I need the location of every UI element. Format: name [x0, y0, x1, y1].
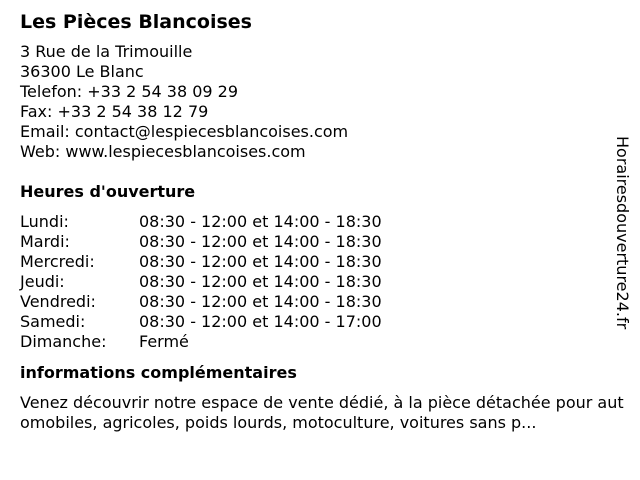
- web-line: Web: www.lespiecesblancoises.com: [20, 142, 306, 161]
- day-label: Vendredi:: [20, 292, 96, 311]
- info-description: Venez découvrir notre espace de vente dédié, à la pièce détachée pour automobiles, agricoles, poids lourds, motoculture, voitures sans p...: [20, 393, 624, 432]
- time-range: 08:30 - 12:00 et 14:00 - 17:00: [139, 312, 382, 331]
- fax-line: Fax: +33 2 54 38 12 79: [20, 102, 209, 121]
- email-line: Email: contact@lespiecesblancoises.com: [20, 122, 349, 141]
- address-city: 36300 Le Blanc: [20, 62, 144, 81]
- hours-table: [20, 212, 382, 352]
- day-label: Dimanche:: [20, 332, 107, 351]
- day-label: Mardi:: [20, 232, 70, 251]
- info-heading: informations complémentaires: [20, 363, 297, 382]
- address-street: 3 Rue de la Trimouille: [20, 42, 193, 61]
- hours-row-tuesday: [20, 232, 382, 252]
- time-range: 08:30 - 12:00 et 14:00 - 18:30: [139, 232, 382, 251]
- time-range: Fermé: [139, 332, 189, 351]
- hours-row-saturday: [20, 312, 382, 332]
- hours-row-sunday: [20, 332, 382, 352]
- time-range: 08:30 - 12:00 et 14:00 - 18:30: [139, 292, 382, 311]
- hours-row-wednesday: [20, 252, 382, 272]
- day-label: Mercredi:: [20, 252, 95, 271]
- day-label: Samedi:: [20, 312, 86, 331]
- time-range: 08:30 - 12:00 et 14:00 - 18:30: [139, 212, 382, 231]
- contact-block: [20, 42, 620, 162]
- day-label: Lundi:: [20, 212, 69, 231]
- hours-row-friday: [20, 292, 382, 312]
- time-range: 08:30 - 12:00 et 14:00 - 18:30: [139, 252, 382, 271]
- hours-heading: Heures d'ouverture: [20, 182, 196, 201]
- hours-row-monday: [20, 212, 382, 232]
- site-watermark: Horairesdouverture24.fr: [613, 136, 632, 330]
- phone-line: Telefon: +33 2 54 38 09 29: [20, 82, 239, 101]
- day-label: Jeudi:: [20, 272, 65, 291]
- time-range: 08:30 - 12:00 et 14:00 - 18:30: [139, 272, 382, 291]
- hours-row-thursday: [20, 272, 382, 292]
- business-name: Les Pièces Blancoises: [20, 11, 252, 33]
